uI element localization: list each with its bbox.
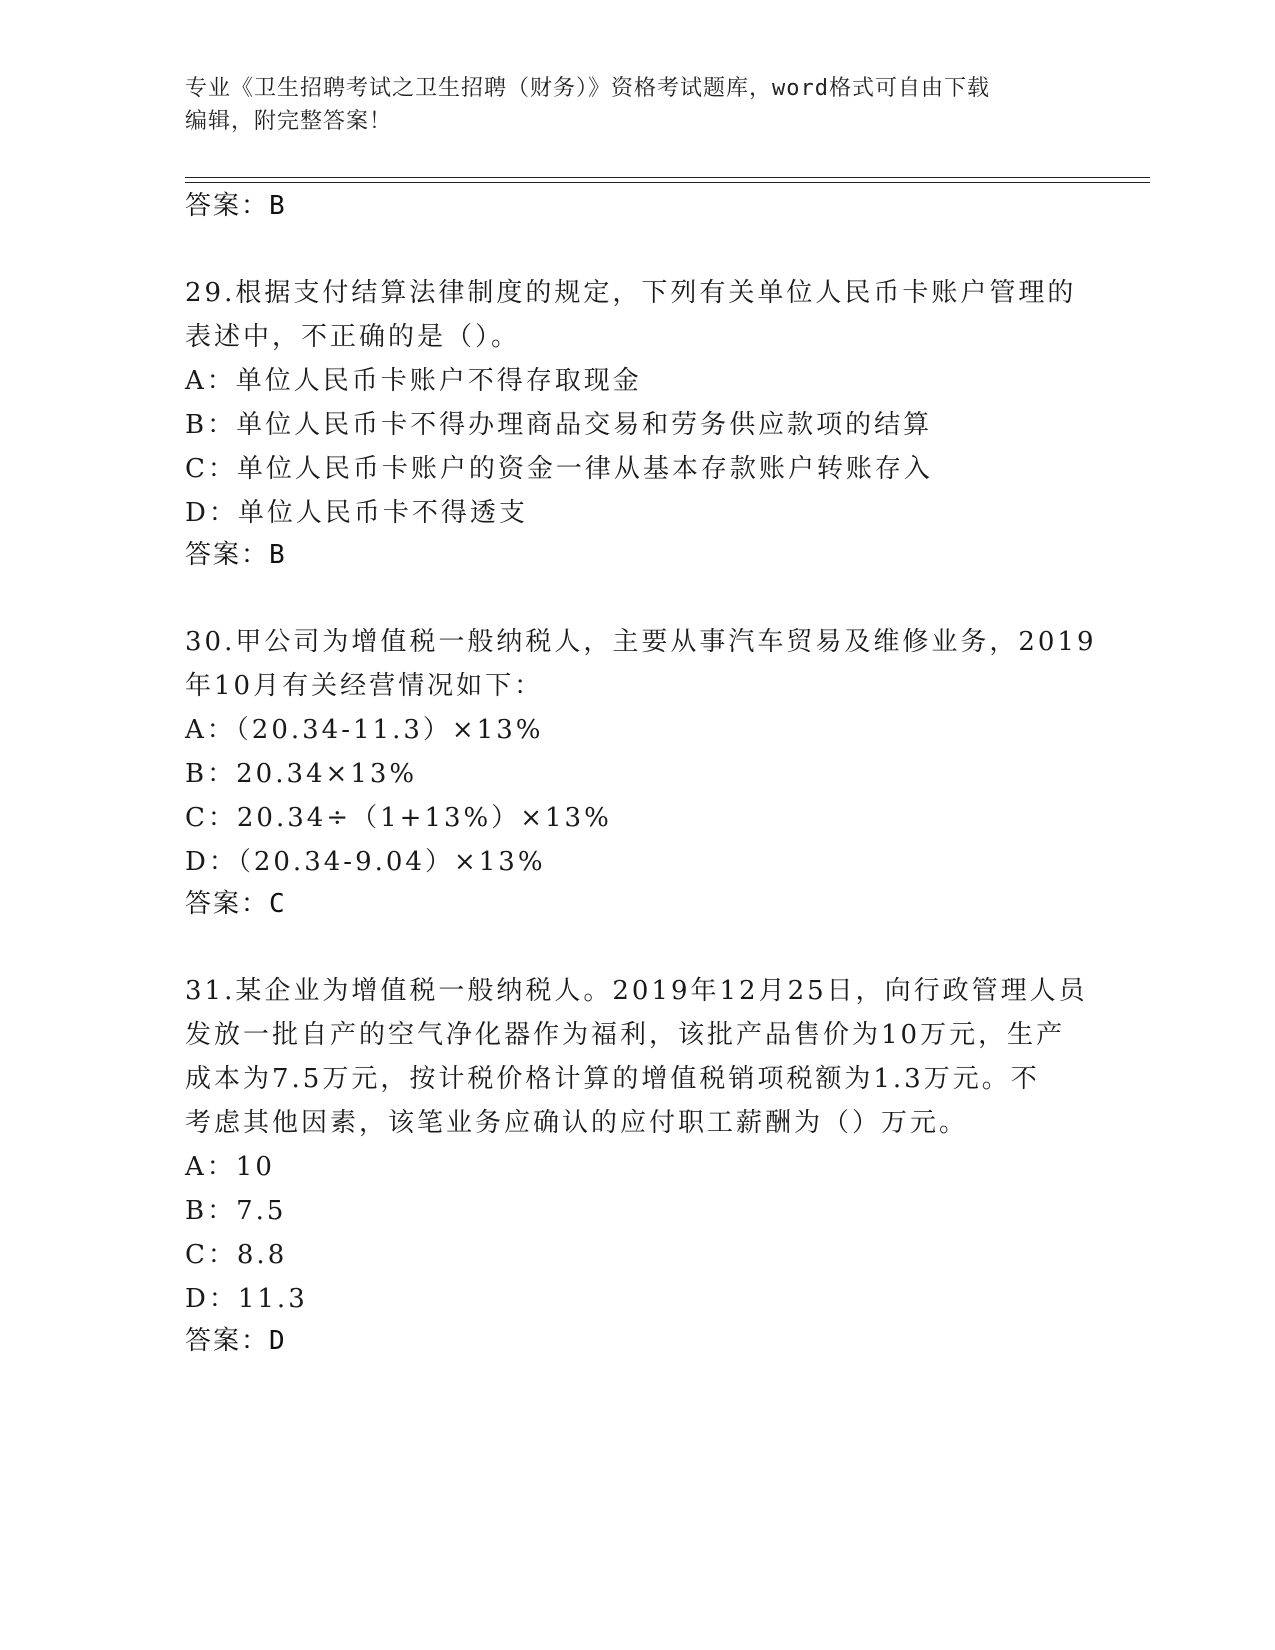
header-text-line-2: 编辑，附完整答案！ (185, 109, 393, 134)
question-29-option-d: D：单位人民币卡不得透支 (185, 498, 528, 528)
question-31-option-a: A：10 (185, 1152, 275, 1182)
question-30-option-b: B：20.34×13% (185, 759, 418, 789)
question-29-option-c: C：单位人民币卡账户的资金一律从基本存款账户转账存入 (185, 454, 933, 484)
header-divider-bottom (185, 182, 1150, 183)
question-31-stem-line-3: 成本为7.5万元，按计税价格计算的增值税销项税额为1.3万元。不 (185, 1064, 1040, 1094)
question-30-option-d: D：（20.34-9.04）×13% (185, 847, 546, 877)
question-30-answer: 答案：C (185, 889, 287, 919)
question-31-option-b: B：7.5 (185, 1196, 287, 1226)
question-30-option-c: C：20.34÷（1+13%）×13% (185, 803, 612, 833)
question-31-stem-line-1: 31.某企业为增值税一般纳税人。2019年12月25日，向行政管理人员 (185, 976, 1088, 1006)
question-29-answer: 答案：B (185, 540, 287, 570)
header-text-line-1: 专业《卫生招聘考试之卫生招聘（财务）》资格考试题库，word格式可自由下载 (185, 76, 990, 101)
question-29-option-a: A：单位人民币卡账户不得存取现金 (185, 366, 642, 396)
question-29-stem-line-1: 29.根据支付结算法律制度的规定，下列有关单位人民币卡账户管理的 (185, 278, 1077, 308)
question-29-option-b: B：单位人民币卡不得办理商品交易和劳务供应款项的结算 (185, 410, 933, 440)
question-31-option-d: D：11.3 (185, 1284, 308, 1314)
answer-line-prev: 答案：B (185, 191, 287, 221)
question-30-stem-line-1: 30.甲公司为增值税一般纳税人，主要从事汽车贸易及维修业务，2019 (185, 627, 1097, 657)
header-divider-top (185, 177, 1150, 178)
question-31-stem-line-2: 发放一批自产的空气净化器作为福利，该批产品售价为10万元，生产 (185, 1020, 1066, 1050)
question-31-answer: 答案：D (185, 1326, 287, 1356)
question-29-stem-line-2: 表述中，不正确的是（）。 (185, 322, 521, 352)
question-30-stem-line-2: 年10月有关经营情况如下： (185, 671, 544, 701)
question-31-stem-line-4: 考虑其他因素，该笔业务应确认的应付职工薪酬为（）万元。 (185, 1108, 969, 1138)
document-header (185, 72, 1085, 138)
question-30-option-a: A：（20.34-11.3）×13% (185, 715, 544, 745)
question-31-option-c: C：8.8 (185, 1240, 288, 1270)
